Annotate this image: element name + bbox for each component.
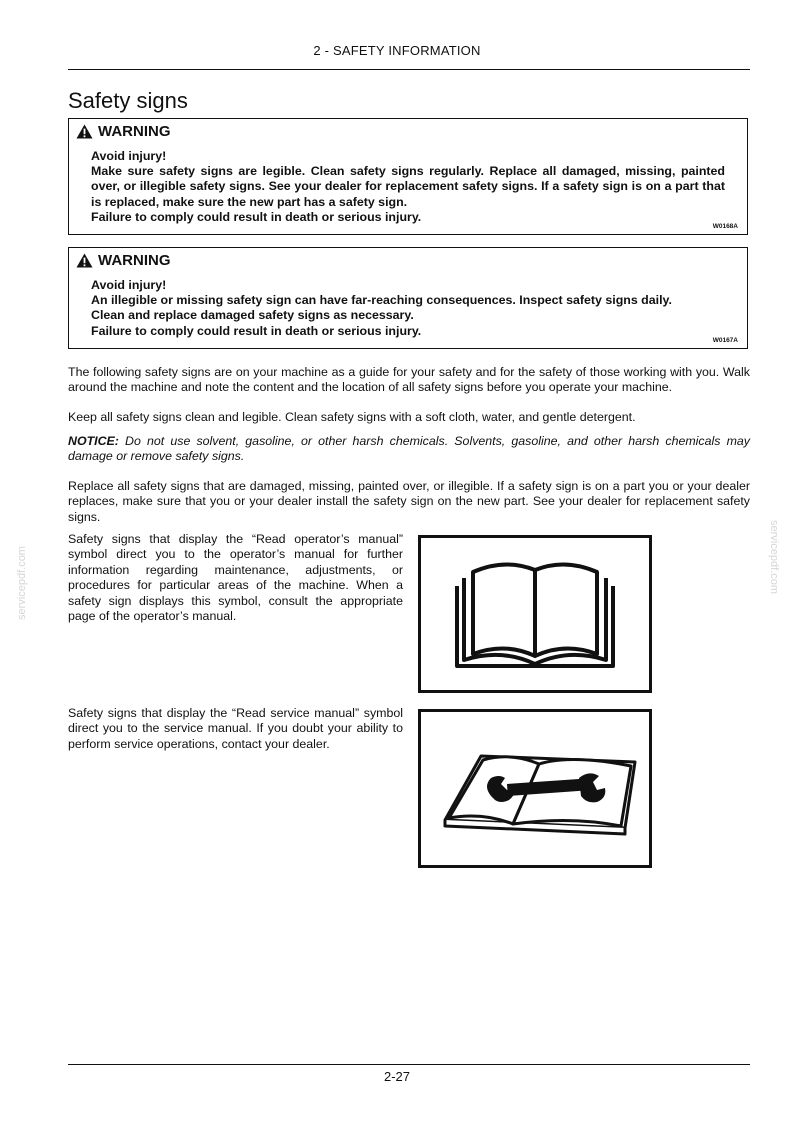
warning-triangle-icon (76, 124, 93, 139)
book-wrench-icon (421, 712, 649, 865)
notice-label: NOTICE: (68, 434, 119, 448)
notice-paragraph (68, 434, 750, 465)
warning-heading (76, 252, 171, 269)
warning-code: W0168A (712, 223, 738, 230)
section-header: 2 - SAFETY INFORMATION (313, 43, 481, 58)
warning-triangle-icon (76, 253, 93, 268)
watermark-right: servicepdf.com (768, 520, 780, 594)
service-manual-sign (418, 709, 652, 868)
service-manual-paragraph: Safety signs that display the “Read service manual” symbol direct you to the service manual. If you doubt your ability to perform service operations, contact your dealer. (68, 706, 403, 751)
notice-text: Do not use solvent, gasoline, or other harsh chemicals. Solvents, gasoline, and other harsh chemicals may damage or remove safety signs. (68, 434, 750, 464)
warning-text: Avoid injury! An illegible or missing safety sign can have far-reaching consequences. Inspect safety signs daily. Clean and replace damaged safety signs as necessary. Failure to comply could result in death or serious injury. (91, 278, 672, 338)
page-number: 2-27 (383, 1069, 411, 1084)
footer-rule (68, 1064, 750, 1065)
warning-code: W0167A (712, 337, 738, 344)
operator-manual-sign (418, 535, 652, 693)
page-title: Safety signs (68, 88, 188, 113)
warning-box-2 (68, 247, 748, 349)
warning-text: Avoid injury! Make sure safety signs are legible. Clean safety signs regularly. Replace all damaged, missing, painted over, or illegible safety signs. See your dealer for replacement safety signs. If a safety sign is on a part that is replaced, make sure the new part has a safety sign. Failure to comply could result in death or serious injury. (91, 149, 725, 224)
replacement-paragraph: Replace all safety signs that are damaged, missing, painted over, or illegible. If a safety sign is on a part you or your dealer replaces, make sure that you or your dealer install the safety sign on the new part. See your dealer for replacement safety signs. (68, 479, 750, 524)
warning-heading-label: WARNING (98, 252, 171, 269)
watermark-left: servicepdf.com (16, 546, 28, 620)
header-rule (68, 69, 750, 70)
operator-manual-paragraph: Safety signs that display the “Read operator’s manual” symbol direct you to the operator’s manual for further information regarding maintenance, adjustments, or procedures for particular areas of the machine. When a safety sign displays this symbol, consult the appropriate page of the operator’s manual. (68, 532, 403, 624)
warning-heading (76, 123, 171, 140)
cleaning-paragraph: Keep all safety signs clean and legible. Clean safety signs with a soft cloth, water, and gentle detergent. (68, 410, 636, 424)
warning-box-1 (68, 118, 748, 235)
warning-heading-label: WARNING (98, 123, 171, 140)
open-book-icon (421, 538, 649, 690)
intro-paragraph: The following safety signs are on your machine as a guide for your safety and for the safety of those working with you. Walk around the machine and note the content and the location of all safety signs before you operate your machine. (68, 365, 750, 395)
